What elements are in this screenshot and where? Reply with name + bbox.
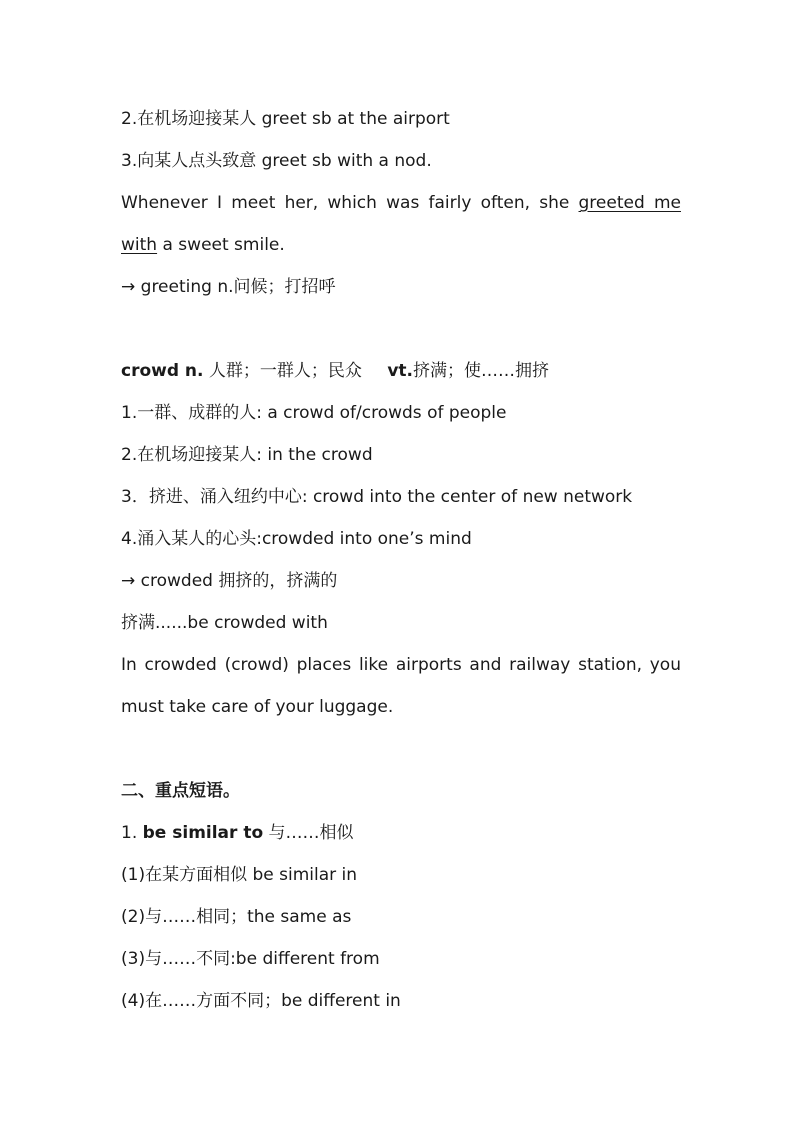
crowd-derivative: → crowded 拥挤的，挤满的 (121, 571, 338, 591)
crowd-pos1-label: n. (179, 361, 204, 381)
crowd-item-1: 1.一群、成群的人: a crowd of/crowds of people (121, 403, 507, 423)
crowd-example-line-2: must take care of your luggage. (121, 697, 394, 717)
greet-example-line-1 (121, 192, 681, 214)
phrase-item-1-meaning: 与……相似 (263, 823, 354, 843)
crowd-phrase: 挤满......be crowded with (121, 613, 328, 633)
crowd-headword: crowd (121, 361, 180, 381)
crowd-item-2: 2.在机场迎接某人: in the crowd (121, 445, 373, 465)
greet-item-3: 3.向某人点头致意 greet sb with a nod. (121, 151, 432, 171)
crowd-headword-line (121, 360, 681, 382)
crowd-item-3: 3．挤进、涌入纽约中心: crowd into the center of new network (121, 487, 633, 507)
greet-derivative: → greeting n.问候；打招呼 (121, 277, 336, 297)
phrase-item-1-number: 1. (121, 823, 143, 843)
phrase-sub-4: (4)在……方面不同；be different in (121, 991, 401, 1011)
greet-example-text: Whenever I meet her, which was fairly often, she (121, 193, 579, 213)
phrase-item-1-keyword: be similar to (142, 823, 264, 843)
crowd-pos2-text: 挤满；使……拥挤 (412, 361, 549, 381)
greet-example-line-2 (121, 234, 681, 256)
greet-example-text-end: a sweet smile. (157, 235, 285, 255)
greet-example-underlined-with: with (121, 235, 158, 255)
phrase-sub-3: (3)与……不同:be different from (121, 949, 380, 969)
crowd-pos1-text: 人群；一群人；民众 (203, 361, 362, 381)
phrase-item-1 (121, 822, 681, 844)
crowd-item-4: 4.涌入某人的心头:crowded into one’s mind (121, 529, 472, 549)
greet-example-underlined: greeted me (578, 193, 681, 213)
section-heading: 二、重点短语。 (121, 781, 240, 801)
greet-item-2: 2.在机场迎接某人 greet sb at the airport (121, 109, 450, 129)
crowd-example-line-1: In crowded (crowd) places like airports and railway station, you (121, 655, 681, 675)
phrase-sub-1: (1)在某方面相似 be similar in (121, 865, 358, 885)
phrase-sub-2: (2)与……相同；the same as (121, 907, 352, 927)
crowd-pos2-label: vt. (387, 361, 413, 381)
